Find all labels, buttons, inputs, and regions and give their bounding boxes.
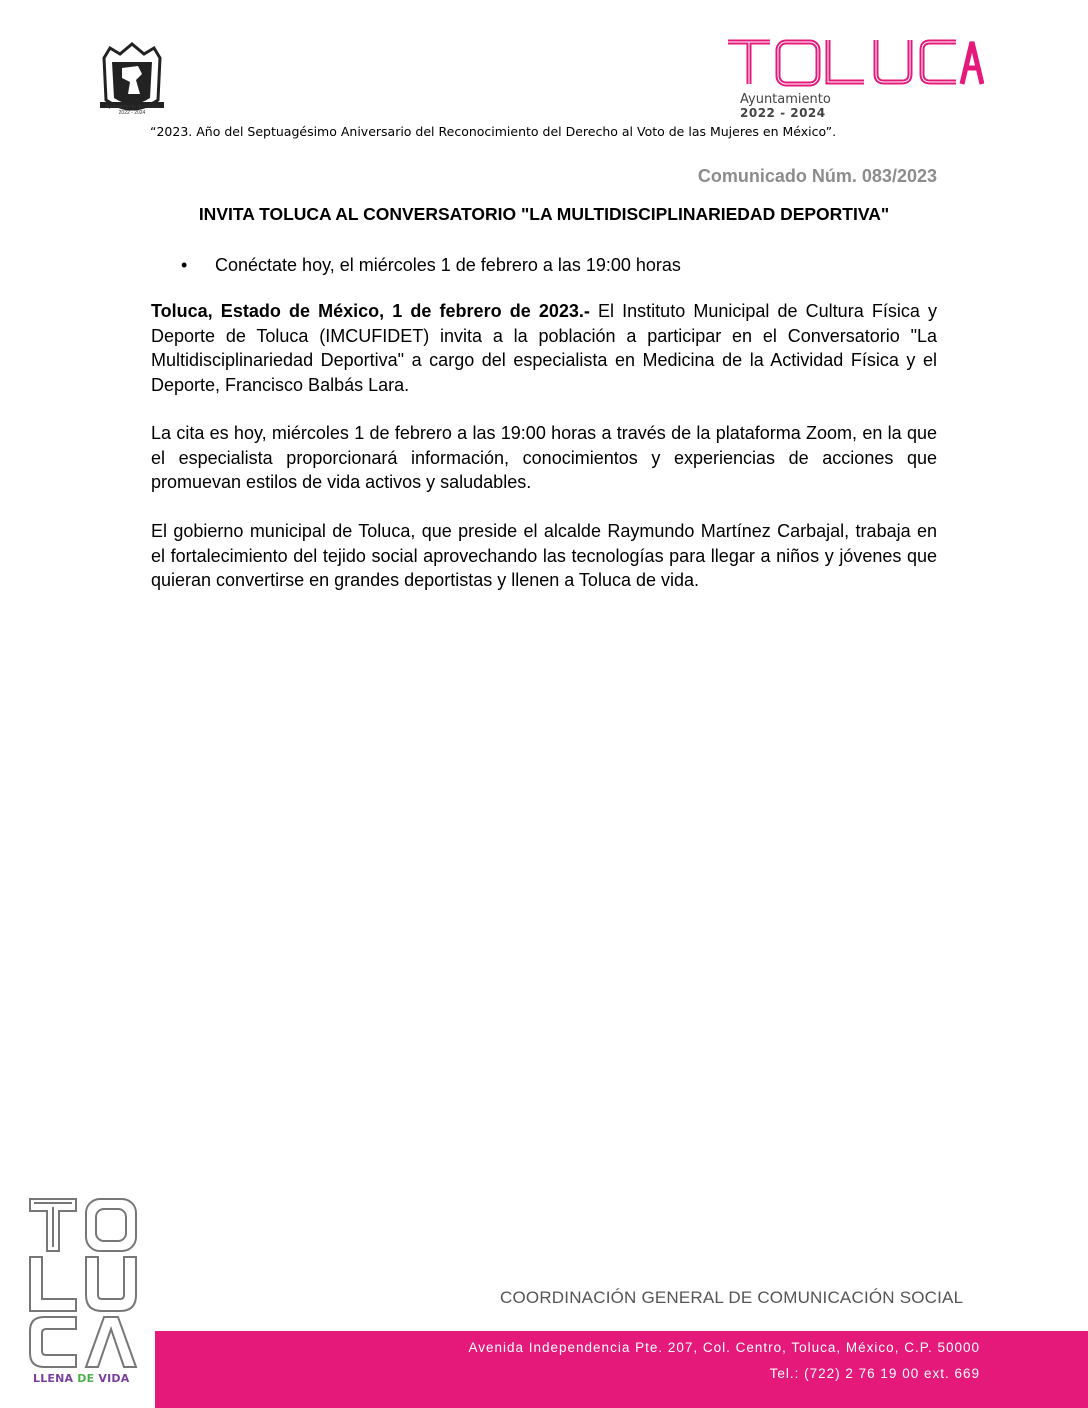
slogan [33, 1372, 129, 1385]
comunicado-number: Comunicado Núm. 083/2023 [697, 166, 937, 186]
paragraph-1 [151, 299, 937, 397]
toluca-brand-logo [724, 36, 984, 88]
year-motto: “2023. Año del Septuagésimo Aniversario del Reconocimiento del Derecho al Voto de las Mujeres en México”. [150, 124, 837, 139]
slogan-de: DE [77, 1372, 99, 1385]
ayuntamiento-label: Ayuntamiento [740, 92, 831, 107]
headline: INVITA TOLUCA AL CONVERSATORIO "LA MULTIDISCIPLINARIEDAD DEPORTIVA" [198, 204, 890, 224]
seal-caption-line2: 2022 - 2024 [118, 110, 146, 116]
dateline: Toluca, Estado de México, 1 de febrero de 2023.- [151, 301, 590, 321]
footer-address: Avenida Independencia Pte. 207, Col. Centro, Toluca, México, C.P. 50000 [468, 1340, 980, 1355]
bullet-item [181, 255, 681, 276]
seal-caption-line1: Ayuntamiento de Toluca [105, 104, 159, 110]
slogan-llena: LLENA [33, 1372, 78, 1385]
seal-caption [84, 104, 180, 116]
coordination-name: COORDINACIÓN GENERAL DE COMUNICACIÓN SOCIAL [500, 1288, 964, 1307]
paragraph-2: La cita es hoy, miércoles 1 de febrero a las 19:00 horas a través de la plataforma Zoom, en la que el especialista proporcionará información, conocimientos y experiencias de acciones que promuevan estilos de vida activos y saludables. [151, 423, 937, 492]
paragraph-1-text: El Instituto Municipal de Cultura Física y Deporte de Toluca (IMCUFIDET) invita a la población a participar en el Conversatorio "La Multidisciplinariedad Deportiva" a cargo del especialista en Medicina de la Actividad Física y el Deporte, Francisco Balbás Lara. [151, 301, 937, 395]
bullet-text: Conéctate hoy, el miércoles 1 de febrero a las 19:00 horas [215, 255, 681, 275]
ayuntamiento-years: 2022 - 2024 [740, 106, 826, 120]
slogan-vida: VIDA [98, 1372, 130, 1385]
paragraph-3: El gobierno municipal de Toluca, que preside el alcalde Raymundo Martínez Carbajal, trabaja en el fortalecimiento del tejido social aprovechando las tecnologías para llegar a niños y jóvenes que quieran convertirse en grandes deportistas y llenen a Toluca de vida. [151, 521, 937, 590]
toluca-footer-logo [26, 1195, 142, 1370]
footer-phone: Tel.: (722) 2 76 19 00 ext. 669 [769, 1366, 980, 1381]
bullet-icon: • [181, 255, 188, 275]
